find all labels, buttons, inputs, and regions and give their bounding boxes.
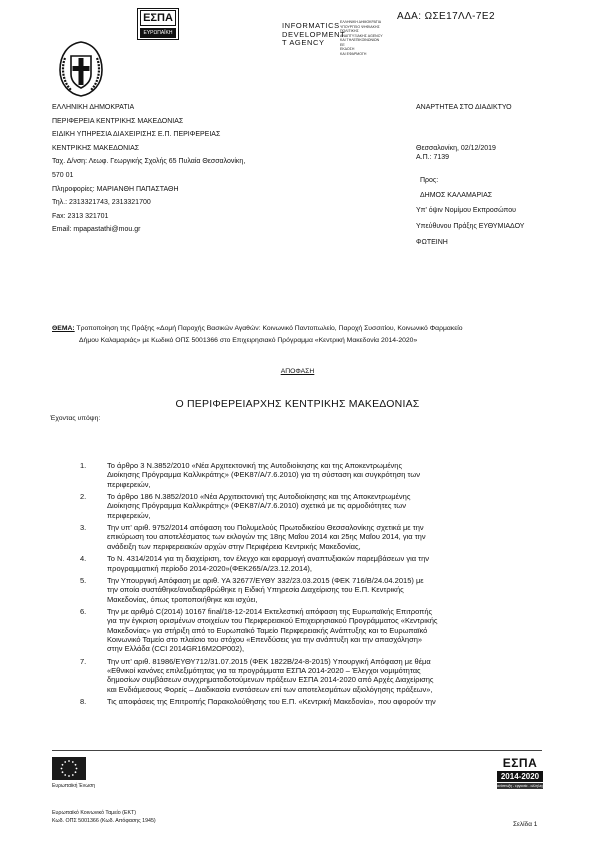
list-item-line: δημοσίων συμβάσεων συγχρηματοδοτούμενων πράξεων ΕΣΠΑ 2014-2020 από Αρχές Διαχείρισης [107, 675, 434, 685]
info-agency-line: INFORMATICS [282, 21, 340, 30]
list-item-line: για την έγκριση ορισμένων στοιχείων του Περιφερειακού Επιχειρησιακού Προγράμματος «Κεντρικής [107, 616, 438, 626]
sender-contact-person: Πληροφορίες: ΜΑΡΙΑΝΘΗ ΠΑΠΑΣΤΑΘΗ [52, 185, 179, 193]
subject-line-1 [52, 323, 552, 335]
list-item-line: την οποία συστάθηκε/αναδιαρθρώθηκε η Ειδική Υπηρεσία Διαχείρισης του Ε.Π. Κεντρικής [107, 585, 404, 595]
list-item-number: 4. [80, 554, 87, 564]
list-item-line: περιφερειών, [107, 479, 151, 489]
list-item [80, 492, 550, 520]
sender-email: Email: mpapastathi@mou.gr [52, 226, 141, 234]
publish-note: ΑΝΑΡΤΗΤΕΑ ΣΤΟ ΔΙΑΔΙΚΤΥΟ [416, 104, 512, 111]
sender-address: Ταχ. Δ/νση: Λεωφ. Γεωργικής Σχολής 65 Πυλαία Θεσσαλονίκη, [52, 158, 246, 166]
espa-logo-word: ΕΣΠΑ [140, 10, 176, 26]
list-item-line: περιφερειών, [107, 510, 151, 520]
list-item-line: Την με αριθμό C(2014) 10167 final/18-12-2014 Εκτελεστική απόφαση της Ευρωπαϊκής Επιτροπής [107, 607, 433, 617]
list-item-line: Το άρθρο 186 Ν.3852/2010 «Νέα Αρχιτεκτονική της Αυτοδιοίκησης και της Αποκεντρωμένης [107, 492, 411, 502]
eu-flag-icon [52, 757, 86, 780]
espa-logo-sub: ΕΥΡΩΠΑΪΚΗ ΕΝΩΣΗ [140, 28, 176, 38]
list-item-line: στην Ελλάδα (CCI 2014GR16M2OP002), [107, 644, 245, 654]
recipient-line: ΔΗΜΟΣ ΚΑΛΑΜΑΡΙΑΣ [420, 192, 493, 199]
info-agency-line: DEVELOPMENT [282, 29, 346, 39]
list-item-line: Την υπ' αριθ. 9752/2014 απόφαση του Πολυμελούς Πρωτοδικείου Θεσσαλονίκης σχετικά με την [107, 523, 424, 533]
recipient-line: ΦΩΤΕΙΝΗ [416, 239, 448, 246]
list-item [80, 697, 550, 706]
info-agency-small-text [340, 20, 384, 56]
protocol-number: Α.Π.: 7139 [416, 154, 450, 161]
info-agency-line: T AGENCY [282, 38, 325, 48]
info-small-line: ΕΕ [340, 42, 345, 47]
list-item-number: 1. [80, 461, 87, 470]
list-item-line: Κοινωνικό Ταμείο στο πλαίσιο του στόχου «Επενδύσεις για την ανάπτυξη και την απασχόληση» [107, 634, 423, 644]
info-small-line: ΥΠΟΥΡΓΕΙΟ ΨΗΦΙΑΚΗΣ [340, 24, 380, 29]
sender-line: ΠΕΡΙΦΕΡΕΙΑ ΚΕΝΤΡΙΚΗΣ ΜΑΚΕΔΟΝΙΑΣ [52, 117, 184, 125]
list-item [80, 607, 550, 653]
greek-emblem-icon [55, 38, 107, 98]
ada-code: ΑΔΑ: ΩΣΕ17ΛΛ-7Ε2 [397, 11, 495, 22]
sender-phone: Τηλ.: 2313321743, 2313321700 [52, 199, 151, 207]
list-item [80, 461, 550, 489]
list-item-number: 2. [80, 492, 87, 502]
list-item-number: 3. [80, 523, 87, 533]
list-item [80, 657, 550, 694]
list-item-line: Διοίκησης Πρόγραμμα Καλλικράτης» (ΦΕΚ87/Α/7.6.2010) σχετικά με τις αρμοδιότητες των [107, 501, 407, 511]
sender-postcode: 570 01 [52, 171, 74, 179]
list-item-line: Το άρθρο 3 Ν.3852/2010 «Νέα Αρχιτεκτονική της Αυτοδιοίκησης και της Αποκεντρωμένης [107, 461, 403, 470]
considerations-list [80, 461, 550, 710]
list-item-line: Την υπ' αριθ. 81986/ΕΥΘΥ712/31.07.2015 (ΦΕΚ 1822Β/24-8-2015) Υπουργική Απόφαση με θέμα [107, 656, 431, 666]
list-item-line: «Εθνικοί κανόνες επιλεξιμότητας για τα προγράμματα ΕΣΠΑ 2014-2020 – Έλεγχοι νομιμότητας [107, 666, 421, 676]
list-item [80, 554, 550, 573]
sender-line: ΕΛΛΗΝΙΚΗ ΔΗΜΟΚΡΑΤΙΑ [52, 104, 135, 111]
list-item-line: Μακεδονίας, όπως τροποποιήθηκε και ισχύει, [107, 594, 258, 604]
espa-bottom-period: 2014-2020 [497, 771, 543, 782]
recipient-label: Προς: [420, 177, 439, 184]
list-item-line: επικύρωση του αποτελέσματος των εκλογών της 18ης Μαΐου 2014 και 25ης Μαΐου 2014, για την [107, 532, 426, 542]
document-date: Θεσσαλονίκη, 02/12/2019 [416, 145, 496, 152]
list-item-number: 5. [80, 576, 87, 586]
espa-logo-bottom [497, 756, 549, 790]
espa-bottom-slogan: ανάπτυξη - εργασία - αλληλεγγύη [497, 784, 549, 788]
list-item-number: 6. [80, 607, 87, 617]
info-small-line: ΚΑΙ ΕΦΑΡΜΟΓΗ [340, 51, 367, 56]
footer-divider [52, 750, 542, 751]
list-item [80, 523, 550, 551]
list-item-line: Το Ν. 4314/2014 για τη διαχείριση, τον έλεγχο και εφαρμογή αναπτυξιακών παρεμβάσεων για την [107, 554, 430, 564]
list-item-number: 8. [80, 697, 87, 707]
fund-line: Ευρωπαϊκό Κοινωνικό Ταμείο (ΕΚΤ) [52, 810, 136, 816]
main-title: Ο ΠΕΡΙΦΕΡΕΙΑΡΧΗΣ ΚΕΝΤΡΙΚΗΣ ΜΑΚΕΔΟΝΙΑΣ [175, 398, 420, 410]
list-item [80, 576, 550, 604]
info-small-line: ΑΝΑΠΤΥΞΙΑΚΗΣ AGENCY [340, 33, 383, 38]
espa-bottom-word: ΕΣΠΑ [502, 756, 538, 770]
sender-line: ΚΕΝΤΡΙΚΗΣ ΜΑΚΕΔΟΝΙΑΣ [52, 144, 140, 152]
sender-block [52, 103, 342, 239]
right-block [416, 103, 576, 247]
info-agency-logo [282, 22, 345, 48]
info-small-line: ΚΑΙ ΤΗΛΕΠΙΚΟΙΝΩΝΙΩΝ [340, 38, 380, 42]
having-seen-label: Έχοντας υπόψη: [50, 415, 101, 422]
sender-line: ΕΙΔΙΚΗ ΥΠΗΡΕΣΙΑ ΔΙΑΧΕΙΡΙΣΗΣ Ε.Π. ΠΕΡΙΦΕΡΕΙΑΣ [52, 131, 221, 139]
list-item-line: και Ενδιάμεσους Φορείς – Διαδικασία ενστάσεων επί των αποτελεσμάτων αξιολόγησης πράξεων», [107, 684, 433, 694]
subject-block [52, 323, 552, 347]
recipient-line: Υπ' όψιν Νομίμου Εκπροσώπου [416, 207, 516, 214]
subject-label: ΘΕΜΑ: [52, 325, 75, 332]
list-item-line: προγραμματική περίοδο 2014-2020»(ΦΕΚ265/Α/23.12.2014), [107, 563, 312, 573]
info-small-line: ΕΛΛΗΝΙΚΗ ΔΗΜΟΚΡΑΤΙΑ [340, 20, 382, 24]
list-item-line: Μακεδονίας» για στήριξη από το Ευρωπαϊκό Ταμείο Περιφερειακής Ανάπτυξης και το Ευρωπαϊκό [107, 625, 428, 635]
subject-line-2: Δήμου Καλαμαριάς» με Κωδικό ΟΠΣ 5001366 στο Επιχειρησιακό Πρόγραμμα «Κεντρική Μακεδονία 2014-2020» [79, 337, 418, 344]
list-item-line: ανάδειξη των περιφερειακών αρχών στην Περιφέρεια Κεντρικής Μακεδονίας, [107, 541, 361, 551]
page-number: Σελίδα 1 [513, 821, 538, 828]
list-item-number: 7. [80, 656, 87, 666]
fund-code-line: Κωδ. ΟΠΣ 5001366 (Κωδ. Απόφασης 1945) [52, 818, 156, 824]
info-small-line: ΕΚΔΟΣΗ [340, 47, 355, 51]
eu-caption: Ευρωπαϊκή Ένωση [52, 783, 95, 789]
sender-fax: Fax: 2313 321701 [52, 212, 109, 220]
espa-logo-top [137, 8, 179, 46]
subject-text: Τροποποίηση της Πράξης «Δομή Παροχής Βασικών Αγαθών: Κοινωνικό Παντοπωλείο, Παροχή Συσσιτίου, Κοινωνικό Φαρμακείο [74, 325, 463, 332]
list-item-line: Διοίκησης Πρόγραμμα Καλλικράτης» (ΦΕΚ87/Α/7.6.2010) για τη σύσταση και συγκρότηση των [107, 470, 421, 480]
info-small-line: ΠΟΛΙΤΙΚΗΣ [340, 29, 359, 33]
list-item-line: Τις αποφάσεις της Επιτροπής Παρακολούθησης του Ε.Π. «Κεντρική Μακεδονία», που αφορούν την [107, 697, 436, 707]
recipient-line: Υπεύθυνου Πράξης ΕΥΘΥΜΙΑΔΟΥ [416, 223, 525, 230]
decision-label: ΑΠΟΦΑΣΗ [280, 368, 315, 375]
footer-fund-info [52, 809, 156, 825]
list-item-line: Την Υπουργική Απόφαση με αριθ. ΥΑ 32677/ΕΥΘΥ 332/23.03.2015 (ΦΕΚ 716/Β/24.04.2015) με [107, 576, 424, 586]
